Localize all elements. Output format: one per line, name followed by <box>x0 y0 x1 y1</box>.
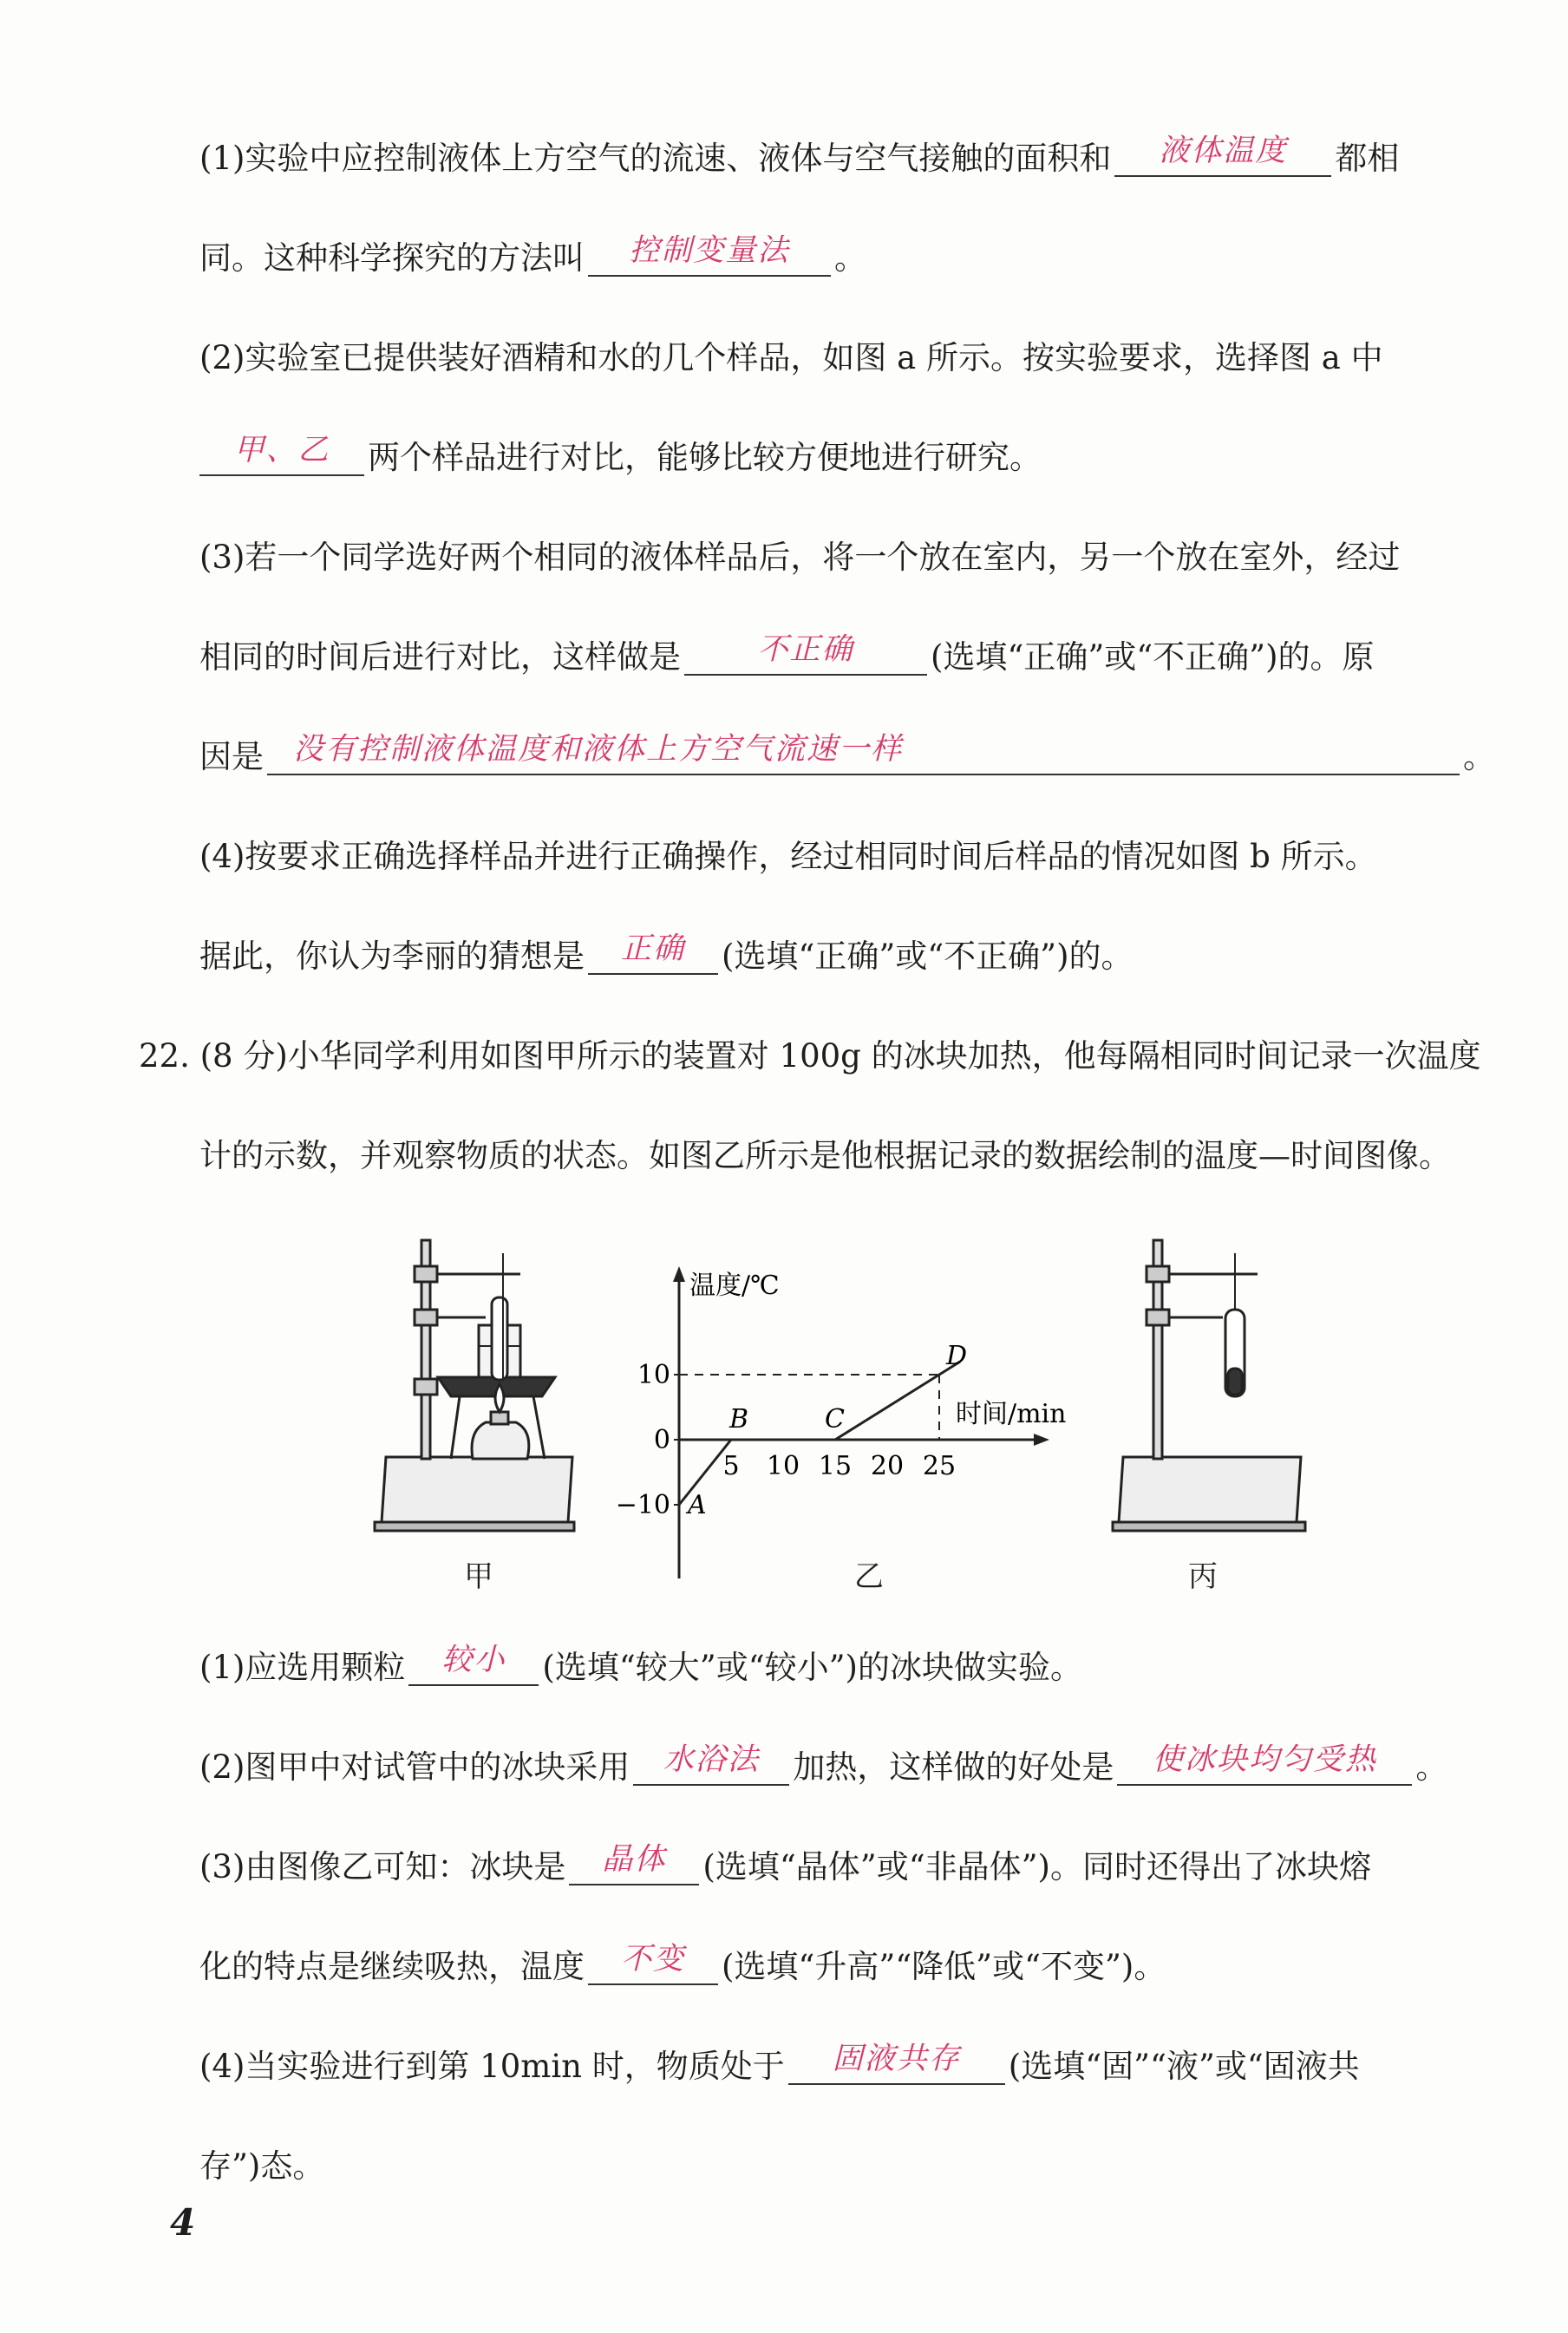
y-axis-arrow <box>673 1266 685 1282</box>
answer-blank: 水浴法 <box>633 1746 789 1786</box>
q21-p3-line3: 因是 没有控制液体温度和液体上方空气流速一样 。 <box>199 732 1495 775</box>
answer-blank: 控制变量法 <box>588 237 831 277</box>
answer-blank: 较小 <box>408 1646 539 1686</box>
page-number: 4 <box>170 2201 196 2244</box>
y-axis-label: 温度/℃ <box>689 1271 780 1301</box>
stand-apparatus-bing <box>1113 1240 1305 1531</box>
x-tick-labels <box>722 1451 956 1481</box>
answer-blank: 没有控制液体温度和液体上方空气流速一样 <box>267 735 1460 775</box>
y-tick-label: −10 <box>615 1490 670 1520</box>
q21-p1-line2: 同。这种科学探究的方法叫 控制变量法 。 <box>199 233 866 277</box>
series-line <box>679 1362 960 1505</box>
q22-p1: (1)应选用颗粒 较小 (选填“较大”或“较小”)的冰块做实验。 <box>199 1643 1082 1686</box>
q22-p3-cont: 化的特点是继续吸热，温度 不变 (选填“升高”“降低”或“不变”)。 <box>199 1942 1166 1985</box>
x-tick-label: 10 <box>766 1451 800 1481</box>
q21-p4-line2: 据此，你认为李丽的猜想是 正确 (选填“正确”或“不正确”)的。 <box>199 931 1134 975</box>
q22-p4-cont: 存”)态。 <box>199 2147 325 2185</box>
figure-label-yi: 乙 <box>854 1559 884 1594</box>
x-axis-label: 时间/min <box>956 1399 1067 1429</box>
x-tick-label: 20 <box>870 1451 905 1481</box>
figure-label-bing: 丙 <box>1188 1559 1218 1594</box>
answer-blank: 使冰块均匀受热 <box>1117 1746 1412 1786</box>
answer-blank: 液体温度 <box>1114 137 1331 177</box>
y-tick-label: 10 <box>637 1360 670 1390</box>
q22-p3: (3)由图像乙可知：冰块是 晶体 (选填“晶体”或“非晶体”)。同时还得出了冰块熔 <box>199 1842 1371 1885</box>
x-tick-label: 5 <box>722 1451 740 1481</box>
x-tick-label: 25 <box>922 1451 957 1481</box>
point-label-A: A <box>688 1490 707 1520</box>
answer-blank: 不正确 <box>684 636 927 676</box>
point-label-C: C <box>825 1404 845 1434</box>
q22-p4: (4)当实验进行到第 10min 时，物质处于 固液共存 (选填“固”“液”或“固液共 <box>199 2042 1360 2085</box>
answer-blank: 正确 <box>588 935 718 975</box>
q21-p1-line1: (1)实验中应控制液体上方空气的流速、液体与空气接触的面积和 液体温度 都相 <box>199 134 1400 177</box>
y-tick-label: 0 <box>653 1425 670 1455</box>
point-label-B: B <box>729 1404 749 1434</box>
q21-p2-line1: (2)实验室已提供装好酒精和水的几个样品，如图 a 所示。按实验要求，选择图 a 中 <box>199 339 1383 376</box>
answer-blank: 甲、乙 <box>199 436 364 476</box>
q21-p3-line1: (3)若一个同学选好两个相同的液体样品后，将一个放在室内，另一个放在室外，经过 <box>199 539 1401 576</box>
q22-line1: 22. (8 分)小华同学利用如图甲所示的装置对 100g 的冰块加热，他每隔相同时间记录一次温度 <box>139 1037 1481 1075</box>
temperature-time-chart <box>616 1266 1067 1578</box>
q21-p2-line2: 甲、乙 两个样品进行对比，能够比较方便地进行研究。 <box>199 436 1500 480</box>
q22-p2: (2)图甲中对试管中的冰块采用 水浴法 加热，这样做的好处是 使冰块均匀受热 。 <box>199 1742 1448 1786</box>
q21-p4-line1: (4)按要求正确选择样品并进行正确操作，经过相同时间后样品的情况如图 b 所示。 <box>199 838 1377 875</box>
point-label-D: D <box>946 1341 968 1371</box>
answer-blank: 晶体 <box>569 1846 699 1885</box>
q22-figure <box>0 1214 1568 1613</box>
y-tick-labels <box>616 1360 679 1520</box>
point-labels <box>685 1341 967 1520</box>
heating-apparatus-jia <box>375 1240 574 1531</box>
q21-p3-line2: 相同的时间后进行对比，这样做是 不正确 (选填“正确”或“不正确”)的。原 <box>199 632 1375 676</box>
figure-label-jia: 甲 <box>464 1559 493 1594</box>
x-axis-arrow <box>1034 1434 1049 1446</box>
q22-line2: 计的示数，并观察物质的状态。如图乙所示是他根据记录的数据绘制的温度—时间图像。 <box>199 1137 1451 1174</box>
answer-blank: 固液共存 <box>788 2045 1005 2085</box>
x-tick-label: 15 <box>818 1451 853 1481</box>
answer-blank: 不变 <box>588 1945 718 1985</box>
